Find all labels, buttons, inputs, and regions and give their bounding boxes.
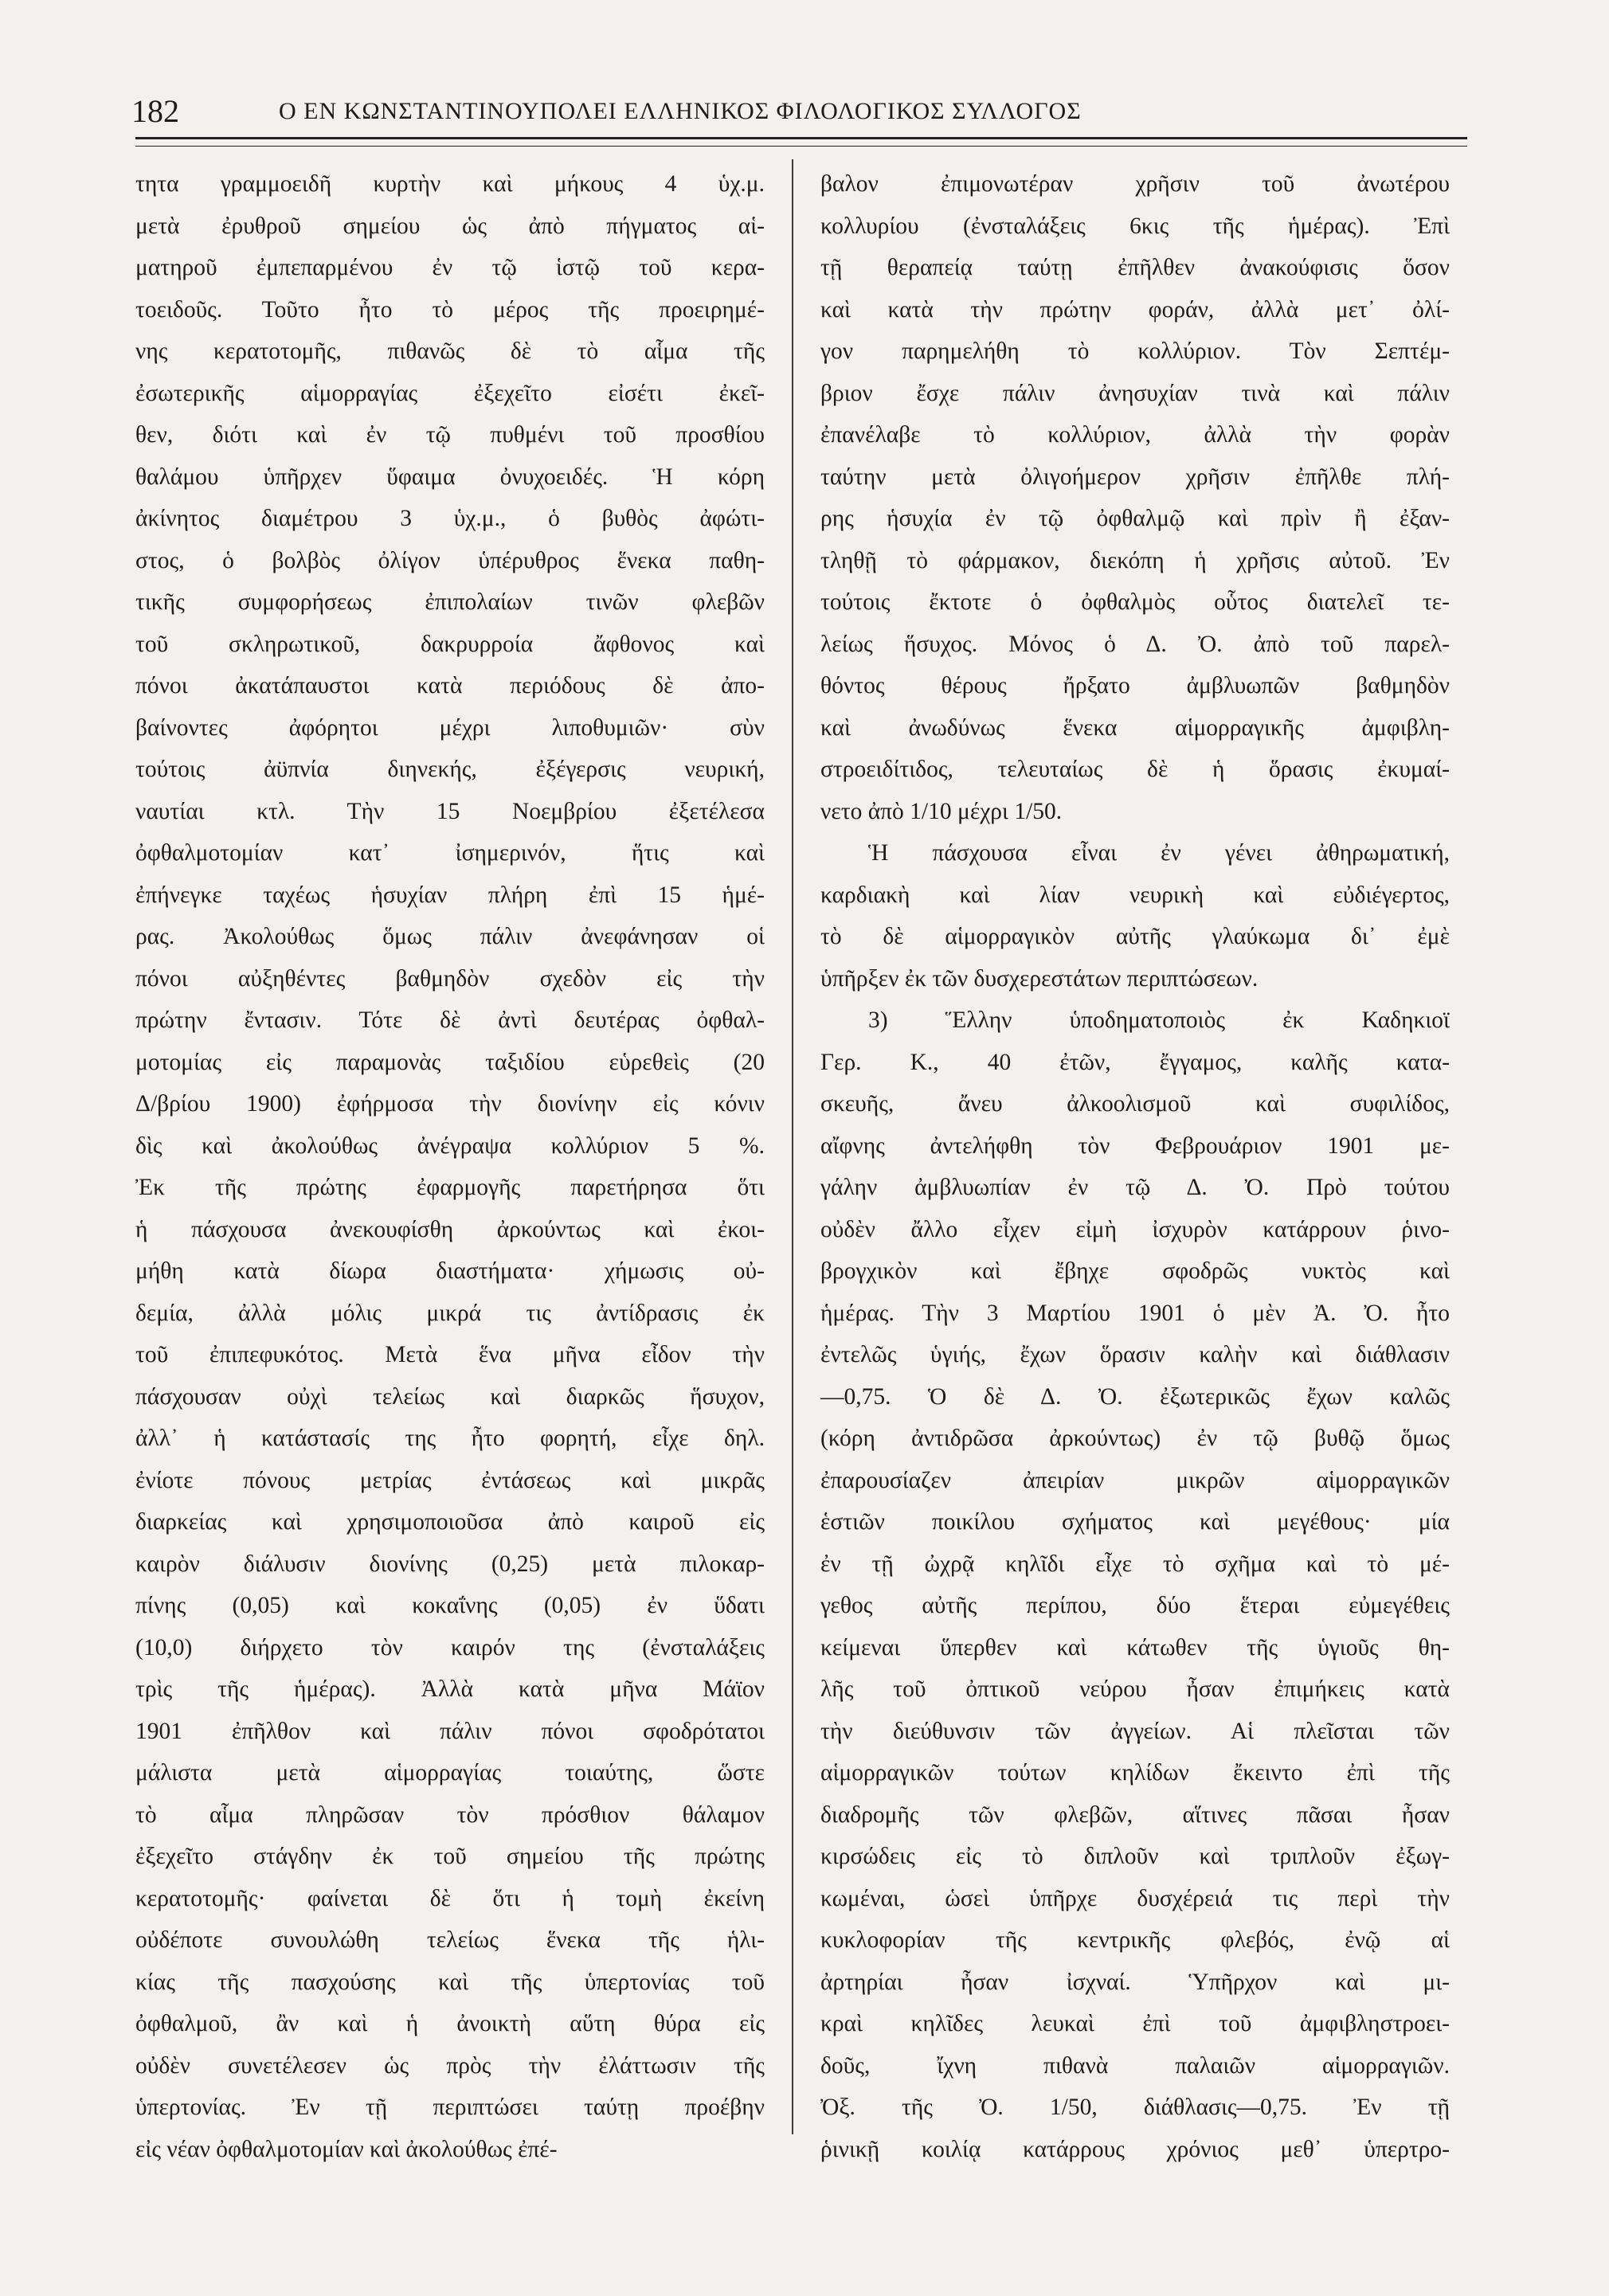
text-line: ἐν τῇ ὠχρᾷ κηλῖδι εἶχε τὸ σχῆμα καὶ τὸ μέ- — [820, 1551, 1450, 1577]
text-line: ἡ πάσχουσα ἀνεκουφίσθη ἀρκούντως καὶ ἐκοι- — [135, 1216, 765, 1242]
text-line: μάλιστα μετὰ αἱμορραγίας τοιαύτης, ὥστε — [135, 1760, 765, 1786]
text-line: 1901 ἐπῆλθον καὶ πάλιν πόνοι σφοδρότατοι — [135, 1718, 765, 1744]
text-line: τληθῇ τὸ φάρμακον, διεκόπη ἡ χρῆσις αὐτοῦ. Ἐν — [820, 547, 1450, 573]
text-line: πόνοι ἀκατάπαυστοι κατὰ περιόδους δὲ ἀπο- — [135, 673, 765, 698]
text-line: κιρσώδεις εἰς τὸ διπλοῦν καὶ τριπλοῦν ἐξωγ- — [820, 1844, 1450, 1869]
text-line: ἀλλ᾽ ἡ κατάστασίς της ἦτο φορητή, εἶχε δηλ. — [135, 1426, 765, 1451]
running-title: Ο ΕΝ ΚΩΝΣΤΑΝΤΙΝΟΥΠΟΛΕΙ ΕΛΛΗΝΙΚΟΣ ΦΙΛΟΛΟΓΙΚΟΣ ΣΥΛΛΟΓΟΣ — [279, 98, 1082, 124]
text-line: θεν, διότι καὶ ἐν τῷ πυθμένι τοῦ προσθίου — [135, 422, 765, 448]
text-line: αἱμορραγικῶν τούτων κηλίδων ἔκειντο ἐπὶ τῆς — [820, 1760, 1450, 1786]
text-line: μοτομίας εἰς παραμονὰς ταξιδίου εὑρεθεὶς (20 — [135, 1049, 765, 1075]
text-line: ἀρτηρίαι ἦσαν ἰσχναί. Ὑπῆρχον καὶ μι- — [820, 1969, 1450, 1995]
text-line: (κόρη ἀντιδρῶσα ἀρκούντως) ἐν τῷ βυθῷ ὅμως — [820, 1426, 1450, 1451]
text-line: —0,75. Ὁ δὲ Δ. Ὀ. ἐξωτερικῶς ἔχων καλῶς — [820, 1383, 1450, 1410]
text-line: καρδιακὴ καὶ λίαν νευρικὴ καὶ εὐδιέγερτος, — [820, 882, 1450, 908]
text-line: σκευῆς, ἄνευ ἀλκοολισμοῦ καὶ συφιλίδος, — [820, 1091, 1450, 1117]
text-line: γον παρημελήθη τὸ κολλύριον. Τὸν Σεπτέμ- — [820, 338, 1450, 364]
text-line: ὑπῆρξεν ἐκ τῶν δυσχερεστάτων περιπτώσεων. — [820, 965, 1259, 992]
text-line: 3) Ἕλλην ὑποδηματοποιὸς ἐκ Καδηκιοϊ — [868, 1007, 1450, 1033]
text-line: ἐπανέλαβε τὸ κολλύριον, ἀλλὰ τὴν φορὰν — [820, 422, 1450, 448]
text-line: βαίνοντες ἀφόρητοι μέχρι λιποθυμιῶν· σὺν — [135, 714, 765, 741]
text-line: κυκλοφορίαν τῆς κεντρικῆς φλεβός, ἐνῷ αἱ — [820, 1927, 1450, 1953]
text-line: τούτοις ἀϋπνία διηνεκής, ἐξέγερσις νευρική, — [135, 757, 765, 782]
text-line: Δ/βρίου 1900) ἐφήρμοσα τὴν διονίνην εἰς κόνιν — [135, 1091, 765, 1117]
text-line: πρώτην ἔντασιν. Τότε δὲ ἀντὶ δευτέρας ὀφθαλ- — [135, 1007, 765, 1033]
text-line: οὐδὲν συνετέλεσεν ὡς πρὸς τὴν ἐλάττωσιν τῆς — [135, 2052, 765, 2079]
text-line: βαλον ἐπιμονωτέραν χρῆσιν τοῦ ἀνωτέρου — [820, 171, 1450, 197]
text-line: ναυτίαι κτλ. Τὴν 15 Νοεμβρίου ἐξετέλεσα — [135, 798, 765, 824]
text-line: κολλυρίου (ἐνσταλάξεις 6κις τῆς ἡμέρας). Ἐπὶ — [820, 213, 1450, 239]
text-line: ματηροῦ ἐμπεπαρμένου ἐν τῷ ἱστῷ τοῦ κερα- — [135, 255, 765, 280]
text-line: ἐπήνεγκε ταχέως ἡσυχίαν πλήρη ἐπὶ 15 ἡμέ- — [135, 882, 765, 908]
text-line: γεθος αὐτῆς περίπου, δύο ἕτεραι εὐμεγέθεις — [820, 1593, 1450, 1618]
text-line: τούτοις ἔκτοτε ὁ ὀφθαλμὸς οὗτος διατελεῖ τε- — [820, 589, 1450, 615]
text-line: Ἡ πάσχουσα εἶναι ἐν γένει ἀθηρωματική, — [868, 840, 1450, 866]
text-line: στροειδίτιδος, τελευταίως δὲ ἡ ὅρασις ἐκυμαί- — [820, 757, 1450, 782]
text-line: καὶ ἀνωδύνως ἕνεκα αἱμορραγικῆς ἀμφιβλη- — [820, 714, 1450, 741]
text-line: τῇ θεραπείᾳ ταύτῃ ἐπῆλθεν ἀνακούφισις ὅσον — [820, 255, 1450, 280]
text-line: τὸ δὲ αἱμορραγικὸν αὐτῆς γλαύκωμα δι᾽ ἐμὲ — [820, 924, 1450, 949]
text-line: τοειδοῦς. Τοῦτο ἦτο τὸ μέρος τῆς προειρημέ- — [135, 296, 765, 323]
text-line: τὸ αἷμα πληρῶσαν τὸν πρόσθιον θάλαμον — [135, 1801, 765, 1828]
text-line: νετο ἀπὸ 1/10 μέχρι 1/50. — [820, 798, 1063, 824]
text-line: στος, ὁ βολβὸς ὀλίγον ὑπέρυθρος ἕνεκα παθη- — [135, 547, 765, 573]
text-line: ἀκίνητος διαμέτρου 3 ὑχ.μ., ὁ βυθὸς ἀφώτι- — [135, 506, 765, 531]
text-line: τητα γραμμοειδῆ κυρτὴν καὶ μήκους 4 ὑχ.μ. — [135, 171, 765, 197]
page-header — [131, 88, 1466, 135]
text-line: τοῦ ἐπιπεφυκότος. Μετὰ ἕνα μῆνα εἶδον τὴν — [135, 1342, 765, 1367]
text-line: γάλην ἀμβλυωπίαν ἐν τῷ Δ. Ὀ. Πρὸ τούτου — [820, 1175, 1450, 1200]
text-line: Ὀξ. τῆς Ὀ. 1/50, διάθλασις—0,75. Ἐν τῇ — [820, 2095, 1450, 2120]
text-line: δὶς καὶ ἀκολούθως ἀνέγραψα κολλύριον 5 %. — [135, 1132, 765, 1159]
text-line: οὐδέποτε συνουλώθη τελείως ἕνεκα τῆς ἡλι- — [135, 1927, 765, 1953]
text-line: αἴφνης ἀντελήφθη τὸν Φεβρουάριον 1901 με- — [820, 1132, 1450, 1159]
page-number: 182 — [131, 93, 179, 129]
text-line: κραὶ κηλῖδες λευκαὶ ἐπὶ τοῦ ἀμφιβληστροει- — [820, 2011, 1450, 2036]
text-line: καὶ κατὰ τὴν πρώτην φοράν, ἀλλὰ μετ᾽ ὀλί- — [820, 296, 1450, 323]
text-line: διαδρομῆς τῶν φλεβῶν, αἵτινες πᾶσαι ἦσαν — [820, 1801, 1450, 1828]
text-line: κωμέναι, ὡσεὶ ὑπῆρχε δυσχέρειά τις περὶ τὴν — [820, 1885, 1450, 1911]
right-text-column — [820, 163, 1450, 2170]
text-line: κερατοτομῆς· φαίνεται δὲ ὅτι ἡ τομὴ ἐκείνη — [135, 1885, 765, 1911]
text-line: βρογχικὸν καὶ ἔβηχε σφοδρῶς νυκτὸς καὶ — [820, 1258, 1450, 1284]
text-line: κείμεναι ὕπερθεν καὶ κάτωθεν τῆς ὑγιοῦς θη- — [820, 1634, 1450, 1660]
text-line: μετὰ ἐρυθροῦ σημείου ὡς ἀπὸ πήγματος αἱ- — [135, 213, 765, 239]
text-line: ῥινικῇ κοιλίᾳ κατάρρους χρόνιος μεθ᾽ ὑπερτρο- — [820, 2136, 1450, 2162]
left-text-column — [135, 163, 765, 2170]
text-line: καιρὸν διάλυσιν διονίνης (0,25) μετὰ πιλοκαρ- — [135, 1551, 765, 1577]
text-line: τρὶς τῆς ἡμέρας). Ἀλλὰ κατὰ μῆνα Μάϊον — [135, 1676, 765, 1702]
text-line: ταύτην μετὰ ὀλιγοήμερον χρῆσιν ἐπῆλθε πλή- — [820, 464, 1450, 490]
text-line: ἡμέρας. Τὴν 3 Μαρτίου 1901 ὁ μὲν Ἀ. Ὀ. ἦτο — [820, 1300, 1450, 1326]
text-line: Γερ. Κ., 40 ἐτῶν, ἔγγαμος, καλῆς κατα- — [820, 1049, 1450, 1075]
text-line: νης κερατοτομῆς, πιθανῶς δὲ τὸ αἷμα τῆς — [135, 338, 765, 364]
text-line: πάσχουσαν οὐχὶ τελείως καὶ διαρκῶς ἥσυχον, — [135, 1383, 765, 1410]
text-line: θαλάμου ὑπῆρχεν ὕφαιμα ὀνυχοειδές. Ἡ κόρη — [135, 464, 765, 490]
text-line: ἐνίοτε πόνους μετρίας ἐντάσεως καὶ μικρᾶς — [135, 1467, 765, 1493]
text-line: ρας. Ἀκολούθως ὅμως πάλιν ἀνεφάνησαν οἱ — [135, 924, 765, 949]
text-line: Ἐκ τῆς πρώτης ἐφαρμογῆς παρετήρησα ὅτι — [135, 1175, 765, 1200]
text-line: πόνοι αὐξηθέντες βαθμηδὸν σχεδὸν εἰς τὴν — [135, 965, 765, 992]
text-line: ἐπαρουσίαζεν ἀπειρίαν μικρῶν αἱμορραγικῶν — [820, 1467, 1450, 1493]
text-line: ὀφθαλμοῦ, ἂν καὶ ἡ ἀνοικτὴ αὕτη θύρα εἰς — [135, 2011, 765, 2036]
text-line: ρης ἡσυχία ἐν τῷ ὀφθαλμῷ καὶ πρὶν ἢ ἐξαν- — [820, 506, 1450, 531]
text-line: κίας τῆς πασχούσης καὶ τῆς ὑπερτονίας τοῦ — [135, 1969, 765, 1995]
text-line: λῆς τοῦ ὀπτικοῦ νεύρου ἦσαν ἐπιμήκεις κατὰ — [820, 1676, 1450, 1702]
text-line: δεμία, ἀλλὰ μόλις μικρά τις ἀντίδρασις ἐκ — [135, 1300, 765, 1326]
text-line: δοῦς, ἴχνη πιθανὰ παλαιῶν αἱμορραγιῶν. — [820, 2052, 1450, 2079]
text-line: (10,0) διήρχετο τὸν καιρόν της (ἐνσταλάξεις — [135, 1634, 765, 1660]
text-line: ἐξεχεῖτο στάγδην ἐκ τοῦ σημείου τῆς πρώτης — [135, 1844, 765, 1869]
text-line: ἐσωτερικῆς αἱμορραγίας ἐξεχεῖτο εἰσέτι ἐκεῖ- — [135, 380, 765, 406]
text-line: ἑστιῶν ποικίλου σχήματος καὶ μεγέθους· μία — [820, 1509, 1450, 1535]
text-line: λείως ἥσυχος. Μόνος ὁ Δ. Ὀ. ἀπὸ τοῦ παρελ- — [820, 631, 1450, 657]
text-line: τοῦ σκληρωτικοῦ, δακρυρροία ἄφθονος καὶ — [135, 631, 765, 657]
text-line: ὑπερτονίας. Ἐν τῇ περιπτώσει ταύτῃ προέβην — [135, 2095, 765, 2120]
text-line: βριον ἔσχε πάλιν ἀνησυχίαν τινὰ καὶ πάλιν — [820, 380, 1450, 406]
text-line: ἐντελῶς ὑγιής, ἔχων ὅρασιν καλὴν καὶ διάθλασιν — [820, 1342, 1450, 1367]
text-line: τικῆς συμφορήσεως ἐπιπολαίων τινῶν φλεβῶν — [135, 589, 765, 615]
header-rule — [135, 137, 1467, 147]
text-line: θόντος θέρους ἤρξατο ἀμβλυωπῶν βαθμηδὸν — [820, 673, 1450, 698]
text-line: μήθη κατὰ δίωρα διαστήματα· χήμωσις οὐ- — [135, 1258, 765, 1284]
text-line: ὀφθαλμοτομίαν κατ᾽ ἰσημερινόν, ἥτις καὶ — [135, 840, 765, 866]
text-line: πίνης (0,05) καὶ κοκαΐνης (0,05) ἐν ὕδατι — [135, 1593, 765, 1618]
text-line: εἰς νέαν ὀφθαλμοτομίαν καὶ ἀκολούθως ἐπέ- — [135, 2136, 558, 2162]
column-divider — [792, 159, 793, 2134]
text-line: τὴν διεύθυνσιν τῶν ἀγγείων. Αἱ πλεῖσται τῶν — [820, 1718, 1450, 1744]
text-line: οὐδὲν ἄλλο εἶχεν εἰμὴ ἰσχυρὸν κατάρρουν ῥινο- — [820, 1216, 1450, 1242]
text-line: διαρκείας καὶ χρησιμοποιοῦσα ἀπὸ καιροῦ εἰς — [135, 1509, 765, 1535]
